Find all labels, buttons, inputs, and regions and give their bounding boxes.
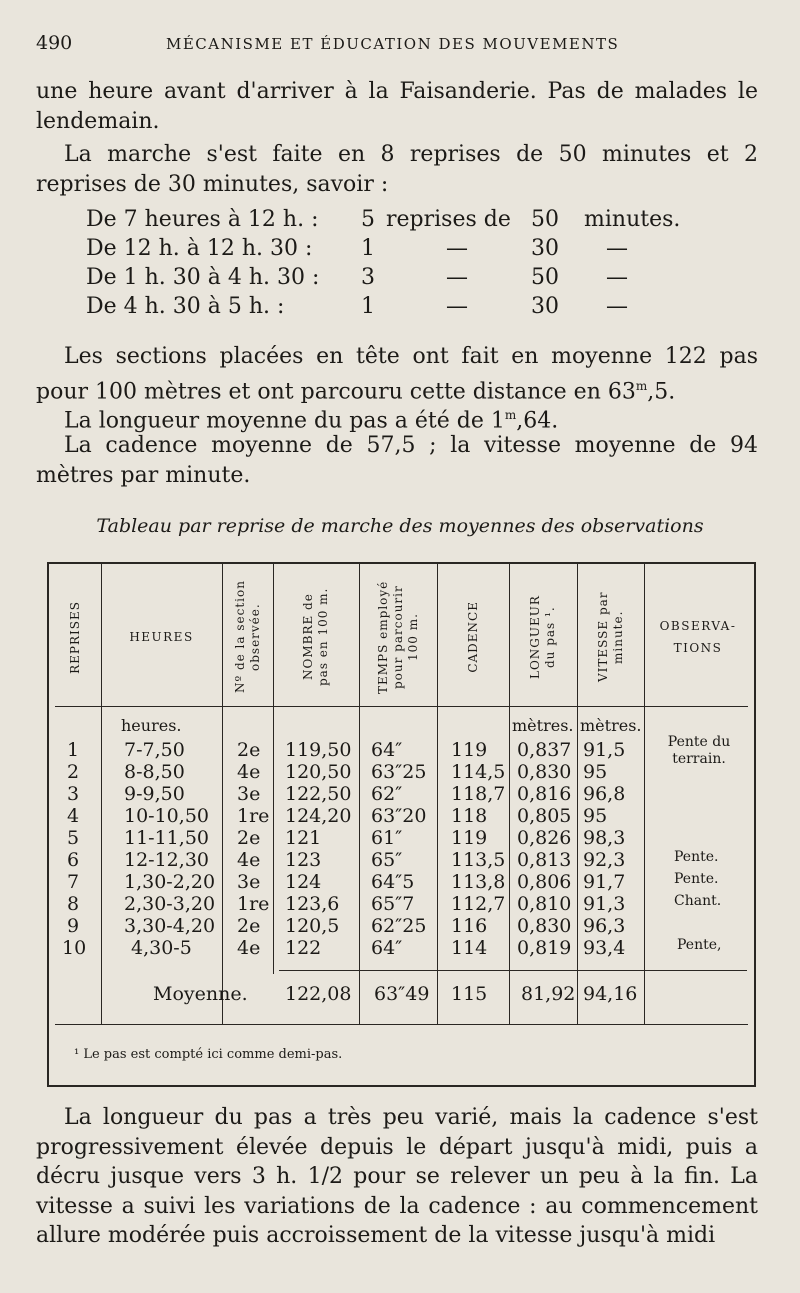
header-section [225, 569, 270, 705]
cell-nombre: 124,20 [285, 805, 352, 827]
cell-section: 2e [237, 739, 261, 761]
cell-heures: 7-7,50 [124, 739, 185, 761]
cell-heures: 1,30-2,20 [124, 871, 216, 893]
cell-vitesse: 91,5 [583, 739, 626, 761]
cell-cadence: 118 [451, 805, 488, 827]
cell-cadence: 114,5 [451, 761, 506, 783]
header-text: HEURES [129, 630, 194, 644]
cell-heures: 8-8,50 [124, 761, 185, 783]
schedule-minutes: 30 [531, 294, 559, 319]
cell-heures: 9-9,50 [124, 783, 185, 805]
schedule-mid: — [446, 265, 468, 290]
page-number: 490 [36, 32, 73, 54]
schedule-mid: reprises de [386, 207, 511, 232]
cell-reprise: 1 [67, 739, 80, 761]
header-cadence [439, 569, 507, 705]
cell-reprise: 8 [67, 893, 80, 915]
schedule-row [86, 205, 686, 234]
cell-temps: 64″5 [371, 871, 415, 893]
paragraph-5: La cadence moyenne de 57,5 ; la vitesse moyenne de 94 mètres par minute. [36, 433, 758, 488]
header-temps [361, 569, 435, 705]
cell-section: 3e [237, 871, 261, 893]
cell-observations: Chant. [674, 893, 722, 909]
cell-cadence: 113,8 [451, 871, 506, 893]
header-heures [101, 569, 222, 705]
mean-nombre: 122,08 [285, 983, 352, 1005]
cell-longueur: 0,826 [517, 827, 572, 849]
cell-longueur: 0,816 [517, 783, 572, 805]
cell-section: 1re [237, 805, 270, 827]
table-row [49, 849, 749, 871]
cell-section: 4e [237, 937, 261, 959]
superscript-m: m [504, 408, 517, 422]
cell-cadence: 119 [451, 739, 488, 761]
cell-reprise: 4 [67, 805, 80, 827]
mean-temps: 63″49 [374, 983, 430, 1005]
cell-section: 2e [237, 915, 261, 937]
cell-temps: 65″ [371, 849, 403, 871]
cell-section: 4e [237, 761, 261, 783]
cell-nombre: 120,5 [285, 915, 340, 937]
schedule-unit: — [606, 236, 628, 261]
cell-section: 3e [237, 783, 261, 805]
cell-longueur: 0,806 [517, 871, 572, 893]
mean-row [49, 983, 749, 1009]
cell-cadence: 112,7 [451, 893, 506, 915]
cell-nombre: 120,50 [285, 761, 352, 783]
schedule-unit: — [606, 265, 628, 290]
mean-label: Moyenne. [153, 983, 248, 1005]
cell-cadence: 116 [451, 915, 488, 937]
cell-longueur: 0,830 [517, 761, 572, 783]
header-text: VITESSE par minute. [595, 591, 625, 683]
cell-nombre: 123,6 [285, 893, 340, 915]
table-row [49, 739, 749, 761]
cell-temps: 63″20 [371, 805, 427, 827]
schedule-list [86, 205, 686, 321]
header-rule [55, 706, 748, 707]
cell-vitesse: 92,3 [583, 849, 626, 871]
cell-cadence: 118,7 [451, 783, 506, 805]
table-row [49, 915, 749, 937]
cell-vitesse: 91,7 [583, 871, 626, 893]
table-body [49, 739, 749, 959]
cell-reprise: 9 [67, 915, 80, 937]
paragraph-4-text: La longueur moyenne du pas a été de 1 [64, 408, 505, 434]
schedule-count: 5 [361, 207, 375, 232]
table-caption: Tableau par reprise de marche des moyennes des observations [96, 515, 704, 537]
mean-longueur: 81,92 [521, 983, 576, 1005]
cell-nombre: 122,50 [285, 783, 352, 805]
cell-cadence: 119 [451, 827, 488, 849]
data-table [47, 562, 756, 1087]
cell-observations: Pente. [674, 849, 719, 865]
table-row [49, 783, 749, 805]
cell-temps: 65″7 [371, 893, 415, 915]
paragraph-3-text: Les sections placées en tête ont fait en moyenne 122 pas pour 100 mètres et ont parcouru cette distance en 63 [36, 344, 758, 404]
schedule-count: 3 [361, 265, 375, 290]
cell-heures: 4,30-5 [131, 937, 192, 959]
header-text: TEMPS employé pour parcourir 100 m. [375, 580, 420, 694]
schedule-range: De 1 h. 30 à 4 h. 30 : [86, 265, 320, 290]
cell-section: 1re [237, 893, 270, 915]
schedule-mid: — [446, 236, 468, 261]
cell-temps: 62″ [371, 783, 403, 805]
schedule-count: 1 [361, 294, 375, 319]
header-text: Nº de la section observée. [232, 580, 262, 694]
cell-heures: 2,30-3,20 [124, 893, 216, 915]
schedule-row [86, 292, 686, 321]
schedule-range: De 7 heures à 12 h. : [86, 207, 319, 232]
table-row [49, 937, 749, 959]
schedule-minutes: 50 [531, 207, 559, 232]
schedule-mid: — [446, 294, 468, 319]
schedule-count: 1 [361, 236, 375, 261]
schedule-unit: minutes. [584, 207, 681, 232]
observation-note: Pente du terrain. [667, 734, 731, 767]
superscript-m: m [635, 378, 648, 393]
header-observations [646, 569, 750, 705]
cell-section: 2e [237, 827, 261, 849]
cell-vitesse: 96,3 [583, 915, 626, 937]
cell-temps: 61″ [371, 827, 403, 849]
cell-longueur: 0,819 [517, 937, 572, 959]
cell-reprise: 2 [67, 761, 80, 783]
cell-observations: Pente. [674, 871, 719, 887]
header-longueur [511, 569, 575, 705]
header-vitesse [579, 569, 642, 705]
cell-reprise: 5 [67, 827, 80, 849]
schedule-minutes: 30 [531, 236, 559, 261]
unit-heures: heures. [121, 716, 182, 735]
table-row [49, 871, 749, 893]
cell-vitesse: 91,3 [583, 893, 626, 915]
header-text: CADENCE [465, 601, 480, 673]
table-row [49, 827, 749, 849]
cell-nombre: 124 [285, 871, 322, 893]
running-head: MÉCANISME ET ÉDUCATION DES MOUVEMENTS [166, 35, 620, 53]
header-text: REPRISES [67, 600, 82, 674]
table-row [49, 893, 749, 915]
header-text: NOMBRE de pas en 100 m. [301, 587, 330, 687]
paragraph-3 [36, 342, 758, 406]
cell-nombre: 122 [285, 937, 322, 959]
header-nombre [275, 569, 357, 705]
schedule-row [86, 263, 686, 292]
paragraph-6: La longueur du pas a très peu varié, mais la cadence s'est progressivement élevée depuis le départ jusqu'à midi, puis a décru jusque vers 3 h. 1/2 pour se relever un peu à la fin. La vitesse a suivi les variations de la cadence : au commencement allure modérée puis accroissement de la vitesse jusqu'à midi [36, 1105, 758, 1248]
table-row [49, 805, 749, 827]
cell-vitesse: 95 [583, 805, 608, 827]
paragraph-1: une heure avant d'arriver à la Faisanderie. Pas de malades le lendemain. [36, 79, 758, 134]
table-footnote: ¹ Le pas est compté ici comme demi-pas. [74, 1047, 343, 1062]
header-text: LONGUEUR du pas ¹. [528, 595, 557, 679]
cell-nombre: 119,50 [285, 739, 352, 761]
paragraph-3-end: ,5. [647, 378, 676, 404]
cell-cadence: 114 [451, 937, 488, 959]
cell-heures: 10-10,50 [124, 805, 209, 827]
cell-nombre: 121 [285, 827, 322, 849]
cell-reprise: 7 [67, 871, 80, 893]
cell-temps: 64″ [371, 739, 403, 761]
header-reprises [49, 569, 101, 705]
cell-longueur: 0,830 [517, 915, 572, 937]
cell-nombre: 123 [285, 849, 322, 871]
mean-vitesse: 94,16 [583, 983, 638, 1005]
cell-vitesse: 95 [583, 761, 608, 783]
total-rule [279, 970, 747, 971]
cell-vitesse: 96,8 [583, 783, 626, 805]
unit-longueur: mètres. [512, 716, 574, 735]
cell-cadence: 113,5 [451, 849, 506, 871]
header-text: OBSERVA- TIONS [659, 619, 737, 655]
cell-longueur: 0,810 [517, 893, 572, 915]
schedule-row [86, 234, 686, 263]
cell-vitesse: 98,3 [583, 827, 626, 849]
cell-heures: 3,30-4,20 [124, 915, 216, 937]
schedule-minutes: 50 [531, 265, 559, 290]
cell-temps: 62″25 [371, 915, 427, 937]
cell-longueur: 0,813 [517, 849, 572, 871]
cell-longueur: 0,805 [517, 805, 572, 827]
cell-longueur: 0,837 [517, 739, 572, 761]
cell-temps: 63″25 [371, 761, 427, 783]
paragraph-4-end: ,64. [516, 408, 559, 434]
cell-section: 4e [237, 849, 261, 871]
cell-reprise: 6 [67, 849, 80, 871]
paragraph-2: La marche s'est faite en 8 reprises de 50 minutes et 2 reprises de 30 minutes, savoir : [36, 142, 758, 197]
cell-reprise: 10 [62, 937, 87, 959]
cell-vitesse: 93,4 [583, 937, 626, 959]
cell-temps: 64″ [371, 937, 403, 959]
cell-reprise: 3 [67, 783, 80, 805]
table-bottom-rule [55, 1024, 748, 1025]
unit-vitesse: mètres. [580, 716, 642, 735]
page-header [36, 32, 766, 58]
mean-cadence: 115 [451, 983, 488, 1005]
schedule-unit: — [606, 294, 628, 319]
table-row [49, 761, 749, 783]
schedule-range: De 12 h. à 12 h. 30 : [86, 236, 313, 261]
schedule-range: De 4 h. 30 à 5 h. : [86, 294, 285, 319]
cell-heures: 11-11,50 [124, 827, 209, 849]
cell-heures: 12-12,30 [124, 849, 209, 871]
cell-observations: Pente, [677, 937, 722, 953]
